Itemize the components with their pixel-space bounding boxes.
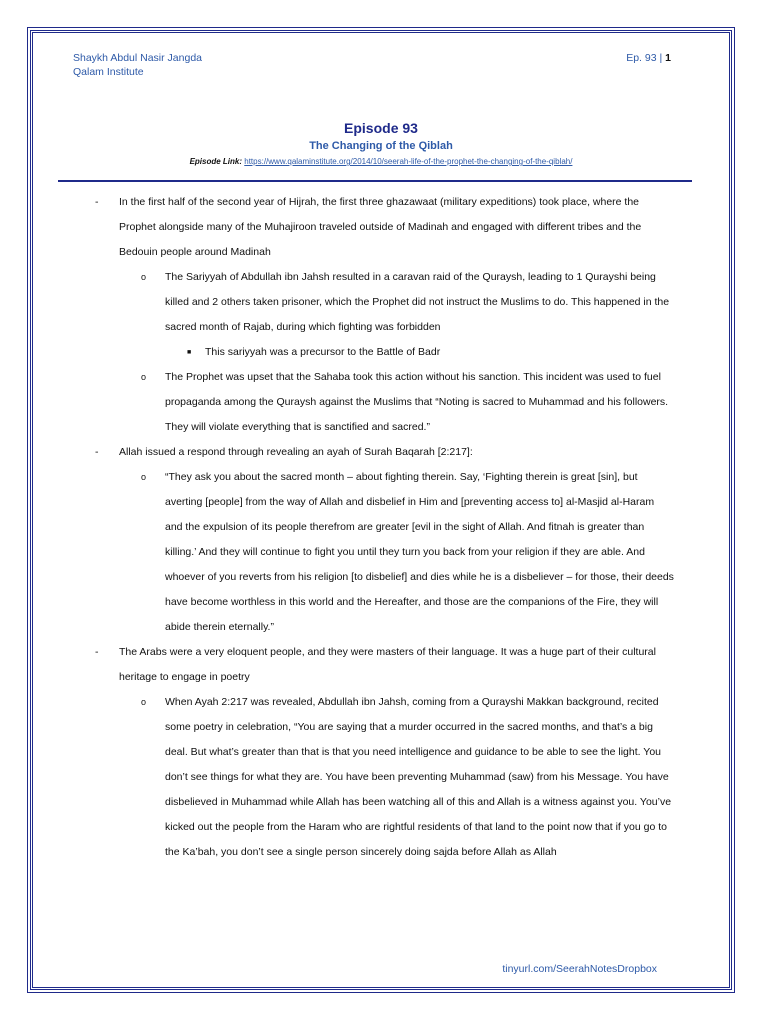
list-item (89, 465, 674, 640)
list-item (89, 190, 674, 265)
circle-bullet-icon: o (141, 697, 147, 707)
list-item (89, 640, 674, 690)
list-item (89, 440, 674, 465)
circle-bullet-icon: o (141, 472, 147, 482)
list-item-text: In the first half of the second year of Hijrah, the first three ghazawaat (military expeditions) took place, where the Prophet alongside many of the Muhajiroon traveled outside of Madinah and engaged with different tribes and the Bedouin people around Madinah (119, 196, 642, 258)
page-subtitle: The Changing of the Qiblah (309, 140, 453, 152)
title-divider (58, 180, 692, 182)
dash-bullet-icon: - (95, 646, 99, 658)
list-item-text: Allah issued a respond through revealing an ayah of Surah Baqarah [2:217]: (119, 446, 473, 458)
circle-bullet-icon: o (141, 372, 147, 382)
header-author-block (73, 51, 202, 79)
list-item-text: The Prophet was upset that the Sahaba took this action without his sanction. This incident was used to fuel propaganda among the Quraysh against the Muslims that “Noting is sacred to Muhammad and his followers. They will violate everything that is sanctified and sacred.” (165, 371, 669, 433)
list-item-text: The Sariyyah of Abdullah ibn Jahsh resulted in a caravan raid of the Quraysh, leading to 1 Qurayshi being killed and 2 others taken prisoner, which the Prophet did not instruct the Muslims to do. This happened in the sacred month of Rajab, during which fighting was forbidden (165, 271, 670, 333)
episode-link-label: Episode Link: (189, 157, 243, 166)
list-item (89, 365, 674, 440)
notes-list (89, 190, 674, 865)
title-block (33, 119, 729, 167)
header-author: Shaykh Abdul Nasir Jangda (73, 52, 202, 64)
circle-bullet-icon: o (141, 272, 147, 282)
list-item-text: “They ask you about the sacred month – about fighting therein. Say, ‘Fighting therein is great [sin], but averting [people] from the way of Allah and disbelief in Him and [preventing access to] al-Masjid al-Haram and the expulsion of its people therefrom are greater [evil in the sight of Allah. And fitnah is greater than killing.’ And they will continue to fight you until they turn you back from your religion if they are able. And whoever of you reverts from his religion [to disbelief] and dies while he is a disbeliever – for those, their deeds have become worthless in this world and the Hereafter, and those are the companions of the Fire, they will abide therein eternally.” (165, 471, 674, 633)
list-item-text: The Arabs were a very eloquent people, and they were masters of their language. It was a huge part of their cultural heritage to engage in poetry (119, 646, 656, 683)
list-item-text: When Ayah 2:217 was revealed, Abdullah ibn Jahsh, coming from a Qurayshi Makkan background, recited some poetry in celebration, “You are saying that a murder occurred in the sacred months, and that’s a big deal. But what’s greater than that is that you need intelligence and guidance to be able to see the light. You don’t see things for what they are. You have been preventing Muhammad (saw) from his Message. You have disbelieved in Muhammad while Allah has been watching all of this and Allah is a witness against you. You’ve kicked out the people from the Haram who are rightful residents of that land to the point now that if you go to the Ka’bah, you don’t see a single person sincerely doing sajda before Allah as Allah (165, 696, 672, 858)
dash-bullet-icon: - (95, 446, 99, 458)
list-item-text: This sariyyah was a precursor to the Battle of Badr (205, 346, 441, 358)
dash-bullet-icon: - (95, 196, 99, 208)
episode-link[interactable]: https://www.qalaminstitute.org/2014/10/seerah-life-of-the-prophet-the-changing-of-the-qiblah/ (244, 157, 573, 166)
square-bullet-icon: ■ (187, 349, 192, 356)
header-institute: Qalam Institute (73, 66, 144, 78)
footer-link[interactable]: tinyurl.com/SeerahNotesDropbox (502, 963, 657, 975)
page-title: Episode 93 (344, 120, 418, 136)
episode-ref: Ep. 93 | (626, 52, 663, 64)
list-item (89, 690, 674, 865)
list-item (89, 265, 674, 340)
list-item (89, 340, 674, 365)
episode-link-line (33, 156, 729, 167)
header-page-ref (626, 51, 671, 65)
page-number: 1 (665, 52, 671, 64)
document-page (30, 30, 732, 990)
